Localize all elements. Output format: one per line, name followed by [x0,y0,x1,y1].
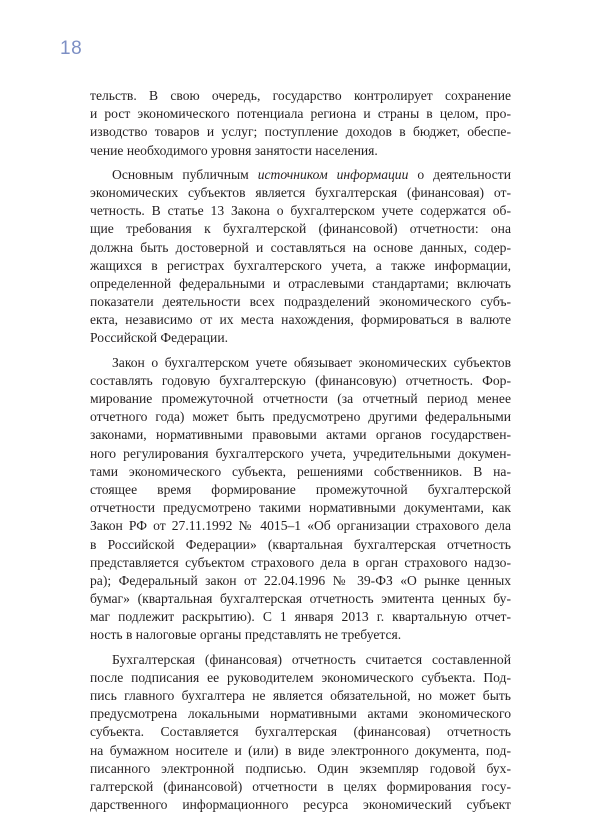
text-line: тами экономического субъекта, решениями собственников. В на- [90,463,511,479]
text-line: Российской Федерации. [90,330,228,346]
page-number: 18 [60,38,83,59]
text-line: галтерской (финансовой) отчетности в целях формирования госу- [90,778,511,794]
text-line: Закон РФ от 27.11.1992 № 4015–1 «Об организации страхового дела [90,518,511,534]
text-line: писанного электронной подписью. Один экземпляр годовой бух- [90,760,511,776]
text-line: Бухгалтерская (финансовая) отчетность считается составленной [112,651,511,667]
text-line: должна быть достоверной и составляться на основе данных, содер- [90,239,511,255]
text-line: в Российской Федерации» (квартальная бухгалтерская отчетность [90,536,511,552]
text-line [90,166,511,184]
text-line: составлять годовую бухгалтерскую (финансовую) отчетность. Фор- [90,372,511,388]
text-line: отчетности предусмотрено такими нормативными документами, как [90,500,511,516]
text-line: дарственного информационного ресурса экономический субъект [90,797,511,813]
text-line: бумаг» (квартальная бухгалтерская отчетность эмитента ценных бу- [90,591,511,607]
text-line: щие требования к бухгалтерской (финансовой) отчетности: она [90,221,511,237]
text-line: стоящее время формирование промежуточной бухгалтерской [90,481,511,497]
text-line: ра); Федеральный закон от 22.04.1996 № 39-ФЗ «О рынке ценных [90,572,511,588]
text-line: показатели деятельности всех подразделений экономического субъ- [90,294,511,310]
paragraph-3 [90,354,511,645]
text-line: на бумажном носителе и (или) в виде электронного документа, под- [90,742,511,758]
text-line: пись главного бухгалтера не является обязательной, но может быть [90,688,511,703]
emphasis-term: источником информации [257,166,409,182]
text-line: ного регулирования бухгалтерского учета, учредительными докумен- [90,445,511,461]
text-segment: о деятельности [408,166,511,182]
text-line: четность. В статье 13 Закона о бухгалтерском учете содержатся об- [90,203,511,219]
text-line: субъекта. Составляется бухгалтерская (финансовая) отчетность [90,724,511,740]
text-line: екта, независимо от их места нахождения, формироваться в валюте [90,312,511,328]
text-line: тельств. В свою очередь, государство контролирует сохранение [90,88,511,103]
text-line: маг подлежит раскрытию). С 1 января 2013 г. квартальную отчет- [90,609,511,625]
text-line: жащихся в регистрах бухгалтерского учета, а также информации, [90,257,511,273]
body-text [90,87,511,814]
text-line: и рост экономического потенциала региона и страны в целом, про- [90,106,511,122]
text-line: предусмотрена локальными нормативными актами экономического [90,706,511,722]
text-line: мирование промежуточной отчетности (за отчетный период менее [90,391,511,406]
text-line: чение необходимого уровня занятости населения. [90,142,378,158]
text-line: после подписания ее руководителем экономического субъекта. Под- [90,669,511,685]
text-line: ность в налоговые органы представлять не требуется. [90,627,402,643]
text-line: определенной федеральными и отраслевыми стандартами; включать [90,275,511,291]
text-line: представляется субъектом страхового дела в орган страхового надзо- [90,554,511,570]
paragraph-4 [90,651,511,814]
text-segment: Основным публичным [112,166,258,182]
paragraph-1 [90,87,511,160]
text-line: экономических субъектов является бухгалтерская (финансовая) от- [90,184,511,200]
text-line: Закон о бухгалтерском учете обязывает экономических субъектов [112,354,511,370]
text-line: отчетного года) может быть предусмотрено другими федеральными [90,409,511,425]
text-line: законами, нормативными правовыми актами органов государствен- [90,427,511,443]
paragraph-2 [90,166,511,348]
text-line: изводство товаров и услуг; поступление доходов в бюджет, обеспе- [90,124,511,140]
